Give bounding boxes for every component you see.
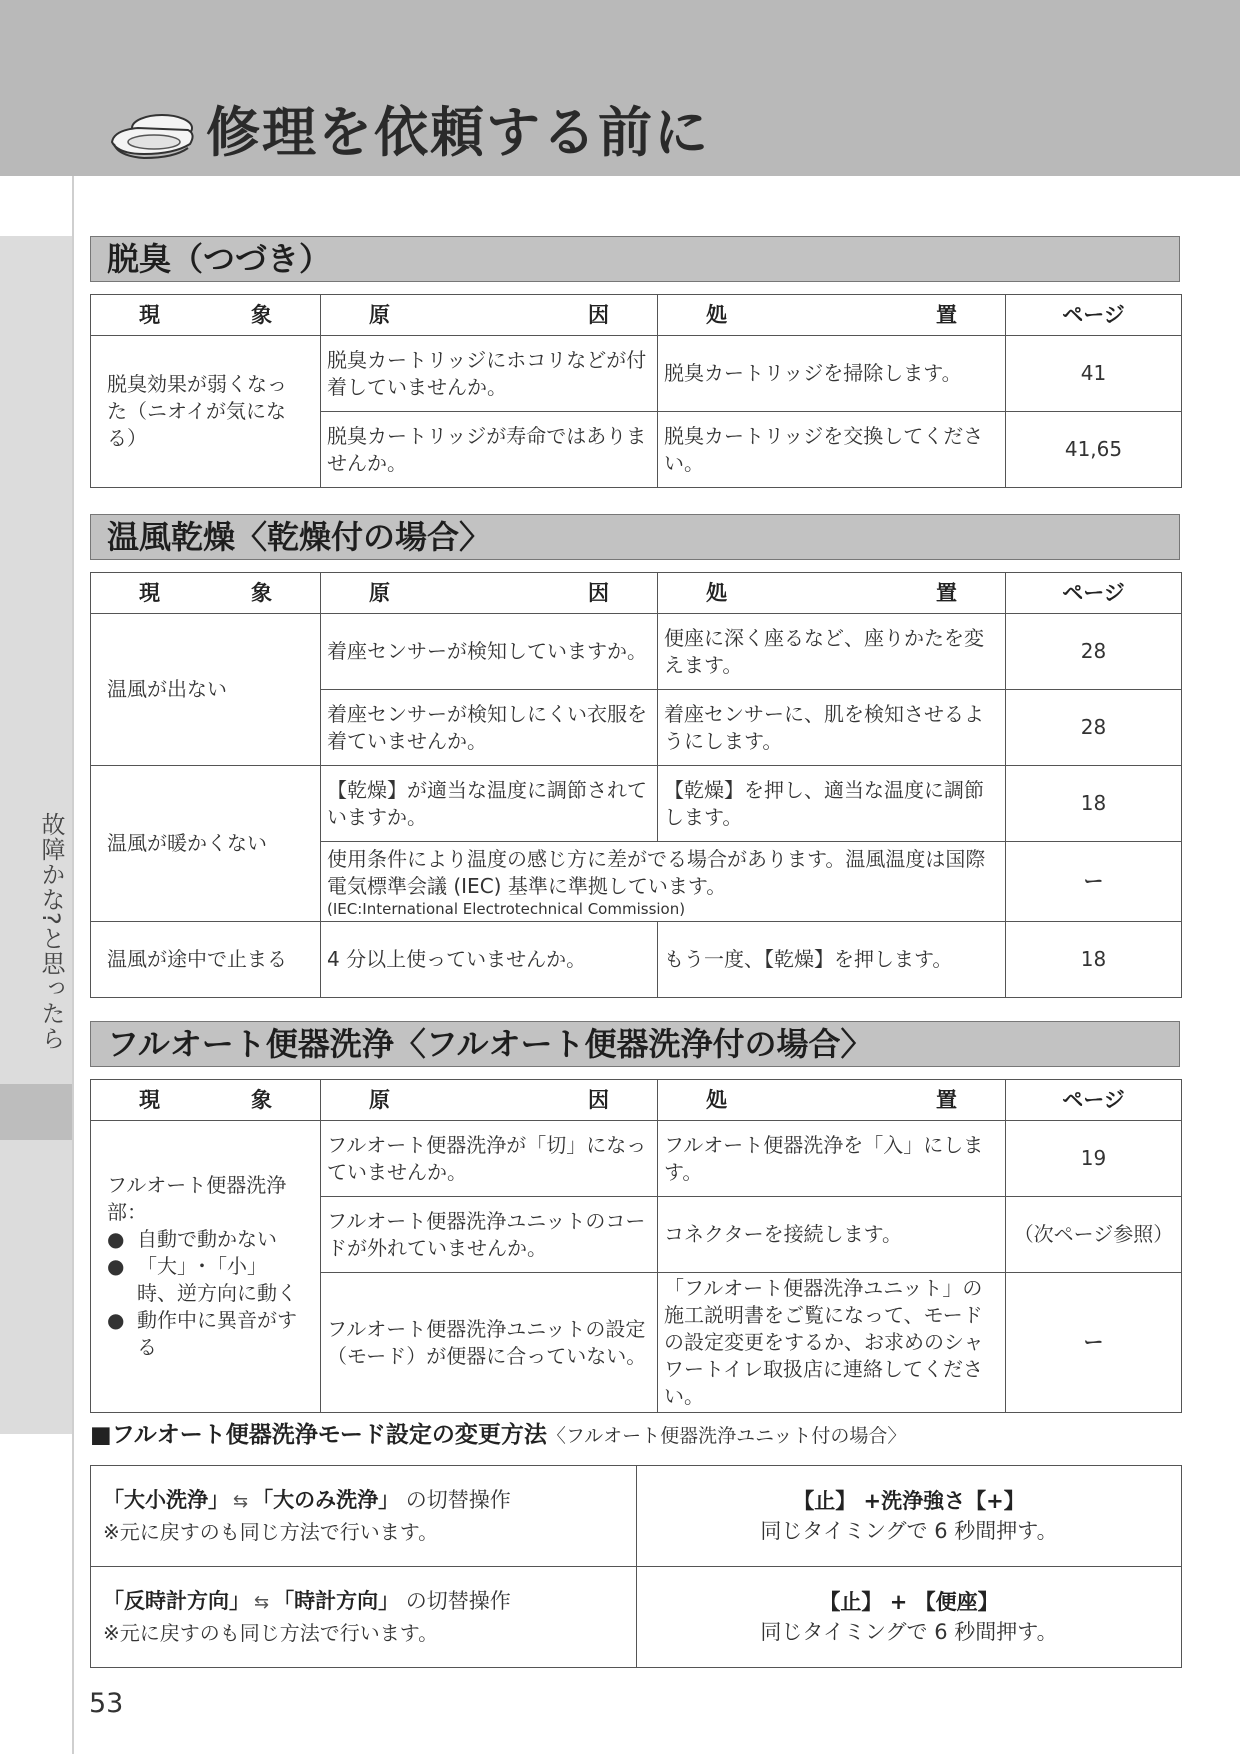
mode-operation-cell <box>637 1466 1182 1567</box>
symptom-cell: 温風が暖かくない <box>91 766 321 922</box>
col-header-cause: 原 因 <box>321 295 658 336</box>
list-item: ● 「大」･「小」時、逆方向に動く <box>107 1253 304 1307</box>
swap-arrows-icon: ⇆ <box>254 1592 270 1613</box>
remedy-cell: 脱臭カートリッジを掃除します。 <box>658 336 1006 412</box>
timing-text: 同じタイミングで 6 秒間押す。 <box>760 1620 1058 1644</box>
cause-cell: 脱臭カートリッジが寿命ではありませんか。 <box>321 412 658 488</box>
mode-heading-text: ■フルオート便器洗浄モード設定の変更方法 <box>90 1422 547 1448</box>
remedy-cell: 「フルオート便器洗浄ユニット」の施工説明書をご覧になって、モードの設定変更をするか、お求めのシャワートイレ取扱店に連絡してください。 <box>658 1273 1006 1413</box>
symptom-cell: 脱臭効果が弱くなった（ニオイが気になる） <box>91 336 321 488</box>
page-ref-link[interactable]: 18 <box>1006 922 1182 998</box>
list-item: ● 動作中に異音がする <box>107 1307 304 1361</box>
symptom-cell: 温風が途中で止まる <box>91 922 321 998</box>
cause-cell: 着座センサーが検知していますか。 <box>321 614 658 690</box>
col-header-cause: 原 因 <box>321 1080 658 1121</box>
remedy-cell: 便座に深く座るなど、座りかたを変えます。 <box>658 614 1006 690</box>
mode-operation-cell <box>637 1567 1182 1668</box>
button-combination: 【止】 + 【便座】 <box>819 1590 999 1614</box>
col-header-symptom: 現 象 <box>91 573 321 614</box>
mode-from: 「反時計方向」 <box>103 1589 250 1613</box>
auto-flush-table <box>90 1079 1182 1413</box>
page-ref-link[interactable]: 28 <box>1006 614 1182 690</box>
col-header-page: ページ <box>1006 295 1182 336</box>
section-title-deodorize: 脱臭（つづき） <box>90 236 1180 282</box>
section-title-auto-flush: フルオート便器洗浄〈フルオート便器洗浄付の場合〉 <box>90 1021 1180 1067</box>
mode-heading-sub: 〈フルオート便器洗浄ユニット付の場合〉 <box>546 1425 907 1447</box>
mode-note: ※元に戻すのも同じ方法で行います。 <box>103 1621 439 1645</box>
note-text: 使用条件により温度の感じ方に差がでる場合があります。温風温度は国際電気標準会議 (IEC) 基準に準拠しています。 <box>327 846 986 898</box>
cause-cell: 【乾燥】が適当な温度に調節されていますか。 <box>321 766 658 842</box>
col-header-symptom: 現 象 <box>91 295 321 336</box>
page-ref-link[interactable]: 41,65 <box>1006 412 1182 488</box>
col-header-page: ページ <box>1006 1080 1182 1121</box>
col-header-symptom: 現 象 <box>91 1080 321 1121</box>
page-ref-link[interactable]: 28 <box>1006 690 1182 766</box>
table-header-row <box>91 295 1182 336</box>
mode-setting-table <box>90 1465 1182 1668</box>
page-ref-link[interactable]: （次ページ参照） <box>1006 1197 1182 1273</box>
toilet-seat-icon <box>104 104 198 164</box>
page-ref-link[interactable]: 19 <box>1006 1121 1182 1197</box>
table-header-row <box>91 573 1182 614</box>
remedy-cell: 脱臭カートリッジを交換してください。 <box>658 412 1006 488</box>
remedy-cell: 着座センサーに、肌を検知させるようにします。 <box>658 690 1006 766</box>
cause-cell: 着座センサーが検知しにくい衣服を着ていませんか。 <box>321 690 658 766</box>
col-header-page: ページ <box>1006 573 1182 614</box>
cause-cell: 脱臭カートリッジにホコリなどが付着していませんか。 <box>321 336 658 412</box>
page-ref-link[interactable]: 18 <box>1006 766 1182 842</box>
table-header-row <box>91 1080 1182 1121</box>
cause-cell: 4 分以上使っていませんか。 <box>321 922 658 998</box>
mode-suffix: の切替操作 <box>405 1488 511 1512</box>
table-row <box>91 922 1182 998</box>
mode-switch-cell <box>91 1466 637 1567</box>
col-header-cause: 原 因 <box>321 573 658 614</box>
page-ref-none: ー <box>1006 842 1182 922</box>
col-header-remedy: 処 置 <box>658 295 1006 336</box>
cause-cell: フルオート便器洗浄が「切」になっていませんか。 <box>321 1121 658 1197</box>
table-row <box>91 766 1182 842</box>
mode-from: 「大小洗浄」 <box>103 1488 229 1512</box>
remedy-cell: もう一度、【乾燥】を押します。 <box>658 922 1006 998</box>
deodorize-table <box>90 294 1182 488</box>
mode-note: ※元に戻すのも同じ方法で行います。 <box>103 1520 439 1544</box>
note-small-text: (IEC:International Electrotechnical Commission) <box>327 899 686 918</box>
col-header-remedy: 処 置 <box>658 573 1006 614</box>
cause-cell: フルオート便器洗浄ユニットのコードが外れていませんか。 <box>321 1197 658 1273</box>
table-row <box>91 1121 1182 1197</box>
page-title: 修理を依頼する前に <box>206 101 710 164</box>
side-tab-label: 故障かな?と思ったら <box>37 812 65 1051</box>
list-item: ● 自動で動かない <box>107 1226 304 1253</box>
symptom-cell: 温風が出ない <box>91 614 321 766</box>
mode-suffix: の切替操作 <box>405 1589 511 1613</box>
symptom-title: フルオート便器洗浄部： <box>107 1173 287 1224</box>
page-number: 53 <box>89 1688 124 1719</box>
side-divider <box>72 176 74 1754</box>
col-header-remedy: 処 置 <box>658 1080 1006 1121</box>
swap-arrows-icon: ⇆ <box>233 1491 249 1512</box>
table-row <box>91 336 1182 412</box>
table-row <box>91 1466 1182 1567</box>
timing-text: 同じタイミングで 6 秒間押す。 <box>760 1519 1058 1543</box>
mode-setting-heading <box>90 1416 906 1449</box>
warm-air-table <box>90 572 1182 998</box>
remedy-cell: コネクターを接続します。 <box>658 1197 1006 1273</box>
table-row <box>91 1567 1182 1668</box>
page-ref-none: ー <box>1006 1273 1182 1413</box>
mode-to: 「大のみ洗浄」 <box>252 1488 400 1512</box>
table-row <box>91 614 1182 690</box>
section-title-warm-air: 温風乾燥〈乾燥付の場合〉 <box>90 514 1180 560</box>
mode-switch-cell <box>91 1567 637 1668</box>
button-combination: 【止】 +洗浄強さ【+】 <box>793 1489 1025 1513</box>
remedy-cell: フルオート便器洗浄を「入」にします。 <box>658 1121 1006 1197</box>
note-cell <box>321 842 1006 922</box>
page-ref-link[interactable]: 41 <box>1006 336 1182 412</box>
symptom-list <box>107 1226 304 1361</box>
remedy-cell: 【乾燥】を押し、適当な温度に調節します。 <box>658 766 1006 842</box>
side-tab-marker <box>0 1084 72 1140</box>
mode-to: 「時計方向」 <box>273 1589 400 1613</box>
symptom-cell <box>91 1121 321 1413</box>
cause-cell: フルオート便器洗浄ユニットの設定（モード）が便器に合っていない。 <box>321 1273 658 1413</box>
